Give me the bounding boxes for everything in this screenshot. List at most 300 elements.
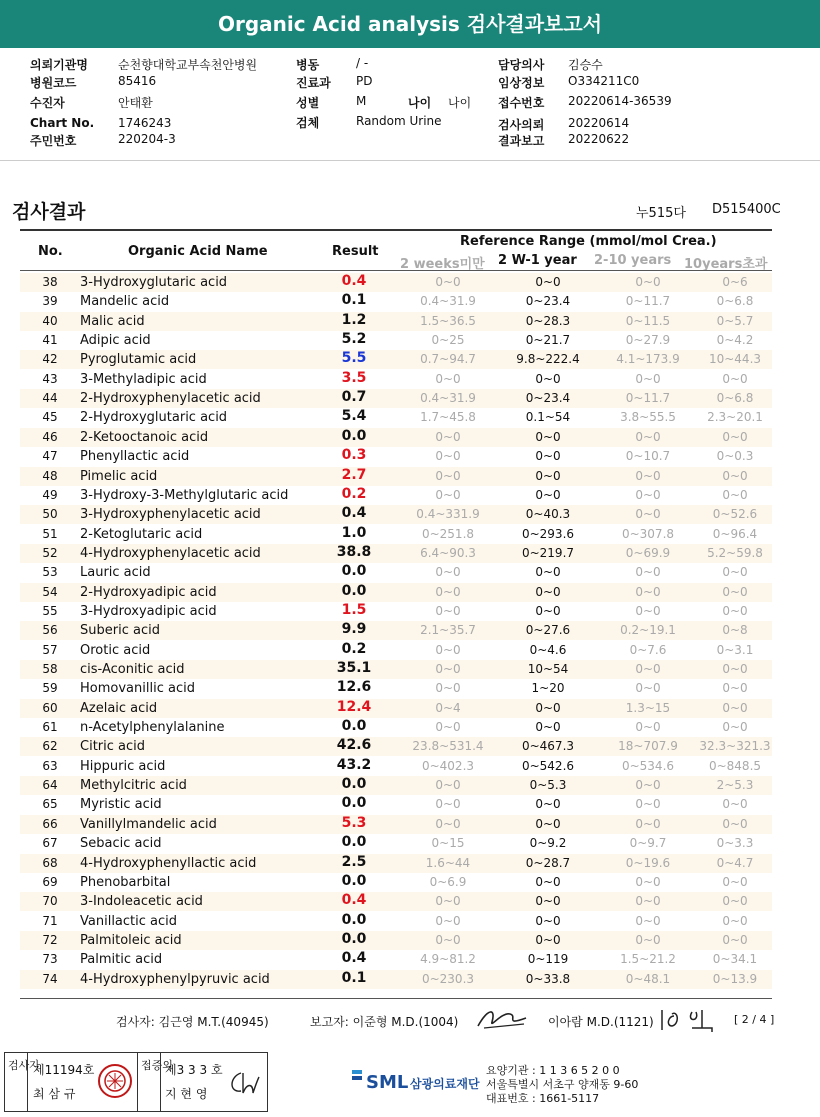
result-value: 5.4 <box>341 408 367 425</box>
ref-range-1y: 0~0 <box>535 487 561 502</box>
table-bottom-rule <box>20 998 772 999</box>
info-value: 1746243 <box>118 116 172 130</box>
ref-range-10y: 0~0 <box>635 932 661 947</box>
header-no: No. <box>38 244 63 259</box>
row-number: 42 <box>42 352 58 367</box>
ref-range-10y: 0~0 <box>635 894 661 909</box>
ref-range-2w: 0~0 <box>435 720 461 735</box>
ref-range-adult: 0~0 <box>722 932 748 947</box>
acid-name: Phenobarbital <box>80 874 171 890</box>
table-row <box>20 312 772 331</box>
result-value: 0.2 <box>341 640 367 657</box>
ref-range-10y: 0~9.7 <box>629 836 667 851</box>
doctor2-signature: 이아람 M.D.(1121) <box>548 1015 654 1029</box>
row-number: 38 <box>42 275 58 289</box>
info-value: O334211C0 <box>568 74 640 88</box>
acid-name: Pyroglutamic acid <box>80 352 197 368</box>
table-row <box>20 950 772 969</box>
acid-name: 3-Hydroxy-3-Methylglutaric acid <box>80 487 289 503</box>
ref-range-adult: 0~4.2 <box>716 333 754 348</box>
acid-name: 3-Hydroxyphenylacetic acid <box>80 507 261 523</box>
row-number: 48 <box>42 468 58 483</box>
row-number: 59 <box>42 681 58 696</box>
ref-range-2w: 0~0 <box>435 681 461 696</box>
handwritten-signature-2 <box>656 1004 726 1034</box>
result-value: 5.5 <box>341 350 367 367</box>
row-number: 69 <box>42 874 58 889</box>
table-row <box>20 525 772 544</box>
row-number: 46 <box>42 429 58 444</box>
ref-range-adult: 0~0 <box>722 894 748 909</box>
ref-range-adult: 0~0 <box>722 662 748 676</box>
row-number: 49 <box>42 487 58 502</box>
ref-range-2w: 0.7~94.7 <box>420 352 476 367</box>
result-value: 0.0 <box>341 834 367 851</box>
table-row <box>20 602 772 621</box>
table-row <box>20 408 772 427</box>
table-row <box>20 292 772 311</box>
ref-range-1y: 0~0 <box>535 275 561 289</box>
row-number: 61 <box>42 720 58 735</box>
info-label: 검체 <box>296 116 320 130</box>
info-label: 의뢰기관명 <box>30 58 88 72</box>
row-number: 52 <box>42 545 58 560</box>
ref-range-1y: 0~23.4 <box>525 294 571 309</box>
ref-range-adult: 0~3.3 <box>716 836 754 851</box>
result-value: 0.0 <box>341 795 367 812</box>
ref-range-2w: 0~0 <box>435 468 461 483</box>
ref-range-adult: 0~0 <box>722 429 748 444</box>
ref-range-2w: 0.4~31.9 <box>420 294 476 309</box>
ref-range-2w: 0~0 <box>435 584 461 599</box>
acid-name: Phenyllactic acid <box>80 449 190 465</box>
result-value: 0.4 <box>341 273 367 289</box>
row-number: 43 <box>42 371 58 386</box>
ref-range-2w: 0~0 <box>435 429 461 444</box>
result-value: 0.2 <box>341 485 367 502</box>
result-value: 0.4 <box>341 892 367 909</box>
row-number: 40 <box>42 313 58 328</box>
ref-range-2w: 0~0 <box>435 371 461 386</box>
cert-label-2: 접증의 <box>141 1059 173 1072</box>
org-address: 서울특별시 서초구 양재동 9-60 <box>486 1078 639 1091</box>
acid-name: 4-Hydroxyphenyllactic acid <box>80 855 257 871</box>
acid-name: Methylcitric acid <box>80 778 187 794</box>
row-number: 74 <box>42 971 58 986</box>
row-number: 50 <box>42 507 58 522</box>
acid-name: Palmitoleic acid <box>80 932 182 948</box>
table-row <box>20 873 772 892</box>
ref-range-adult: 0~8 <box>722 623 748 638</box>
result-value: 0.0 <box>341 427 367 444</box>
result-value: 38.8 <box>336 543 372 560</box>
cert-number-1: 제11194호 <box>33 1063 95 1077</box>
result-value: 0.0 <box>341 930 367 947</box>
table-row <box>20 718 772 737</box>
tester-signature: 검사자: 김근영 M.T.(40945) <box>116 1015 269 1029</box>
ref-range-1y: 0~40.3 <box>525 507 571 522</box>
ref-range-10y: 0~69.9 <box>625 545 671 560</box>
acid-name: 2-Hydroxyphenylacetic acid <box>80 391 261 407</box>
acid-name: 3-Hydroxyadipic acid <box>80 603 217 619</box>
row-number: 67 <box>42 836 58 851</box>
acid-name: Vanillylmandelic acid <box>80 816 217 832</box>
ref-range-10y: 0~11.7 <box>625 391 671 406</box>
table-row <box>20 621 772 640</box>
ref-range-10y: 0~0 <box>635 487 661 502</box>
ref-range-adult: 0~0 <box>722 720 748 735</box>
info-label: 병동 <box>296 58 320 72</box>
table-row <box>20 699 772 718</box>
info-value: 순천향대학교부속천안병원 <box>118 58 258 72</box>
acid-name: 2-Hydroxyglutaric acid <box>80 410 228 426</box>
ref-range-10y: 0~27.9 <box>625 333 671 348</box>
ref-range-10y: 1.5~21.2 <box>620 952 676 967</box>
ref-range-1y: 0~0 <box>535 894 561 909</box>
header-age-4: 10years초과 <box>684 257 768 272</box>
acid-name: n-Acetylphenylalanine <box>80 720 225 736</box>
info-label: 검사의뢰 <box>498 118 545 132</box>
ref-range-adult: 0~4.7 <box>716 855 754 870</box>
ref-range-adult: 0~5.7 <box>716 313 754 328</box>
result-value: 3.5 <box>341 369 367 386</box>
row-number: 63 <box>42 758 58 773</box>
info-divider <box>0 160 820 161</box>
acid-name: Malic acid <box>80 313 145 329</box>
ref-range-10y: 0.2~19.1 <box>620 623 676 638</box>
table-row <box>20 757 772 776</box>
ref-range-adult: 0~13.9 <box>712 971 758 986</box>
ref-range-adult: 0~0.3 <box>716 449 754 464</box>
section-code-1: 누515다 <box>636 206 686 221</box>
result-value: 5.3 <box>341 814 367 831</box>
ref-range-2w: 0~0 <box>435 797 461 812</box>
table-row <box>20 737 772 756</box>
info-value: 20220614-36539 <box>568 94 672 108</box>
handwritten-signature-1 <box>474 1004 534 1032</box>
result-value: 42.6 <box>336 737 372 754</box>
ref-range-adult: 0~0 <box>722 797 748 812</box>
row-number: 56 <box>42 623 58 638</box>
table-row <box>20 854 772 873</box>
ref-range-1y: 0~0 <box>535 468 561 483</box>
ref-range-10y: 0~0 <box>635 603 661 618</box>
ref-range-2w: 0~0 <box>435 778 461 793</box>
ref-range-2w: 0~0 <box>435 932 461 947</box>
info-label: 진료과 <box>296 76 331 90</box>
info-value: Random Urine <box>356 114 442 128</box>
ref-range-adult: 0~6.8 <box>716 391 754 406</box>
ref-range-2w: 0.4~331.9 <box>416 507 480 522</box>
header-age-3: 2-10 years <box>594 253 672 268</box>
ref-range-2w: 0~25 <box>431 333 465 348</box>
ref-range-1y: 0~4.6 <box>529 642 567 657</box>
ref-range-1y: 0~27.6 <box>525 623 571 638</box>
row-number: 73 <box>42 952 58 967</box>
row-number: 71 <box>42 913 58 928</box>
ref-range-1y: 0~0 <box>535 913 561 928</box>
ref-range-adult: 0~0 <box>722 603 748 618</box>
ref-range-10y: 0~0 <box>635 468 661 483</box>
ref-range-1y: 9.8~222.4 <box>516 352 580 367</box>
ref-range-1y: 10~54 <box>527 662 569 676</box>
ref-range-1y: 0~0 <box>535 700 561 715</box>
acid-name: 3-Methyladipic acid <box>80 371 207 387</box>
ref-range-1y: 0~0 <box>535 816 561 831</box>
acid-name: cis-Aconitic acid <box>80 662 185 677</box>
ref-range-10y: 0~0 <box>635 778 661 793</box>
ref-range-2w: 1.6~44 <box>425 855 471 870</box>
age-label: 나이 <box>408 96 432 110</box>
row-number: 55 <box>42 603 58 618</box>
row-number: 53 <box>42 565 58 580</box>
header-ref: Reference Range (mmol/mol Crea.) <box>460 234 717 249</box>
ref-range-2w: 0.4~31.9 <box>420 391 476 406</box>
result-value: 0.3 <box>341 447 367 464</box>
info-label: 병원코드 <box>30 76 77 90</box>
ref-range-10y: 18~707.9 <box>618 739 678 754</box>
acid-name: Vanillactic acid <box>80 913 178 929</box>
result-value: 5.2 <box>341 331 367 348</box>
ref-range-adult: 2.3~20.1 <box>707 410 763 425</box>
row-number: 47 <box>42 449 58 464</box>
sml-logo: SML <box>366 1072 409 1093</box>
ref-range-10y: 0~48.1 <box>625 971 671 986</box>
ref-range-10y: 0~307.8 <box>621 526 675 541</box>
table-row <box>20 505 772 524</box>
seal-icon <box>97 1063 133 1099</box>
info-label: 성별 <box>296 96 320 110</box>
result-value: 0.1 <box>341 292 367 309</box>
table-row <box>20 834 772 853</box>
acid-name: Citric acid <box>80 739 145 755</box>
result-value: 0.4 <box>341 505 367 522</box>
ref-range-10y: 0~0 <box>635 429 661 444</box>
reporter-signature: 보고자: 이준형 M.D.(1004) <box>310 1015 459 1029</box>
ref-range-1y: 0~23.4 <box>525 391 571 406</box>
ref-range-adult: 0~52.6 <box>712 507 758 522</box>
result-value: 43.2 <box>336 756 372 773</box>
ref-range-1y: 0~0 <box>535 932 561 947</box>
ref-range-1y: 0~119 <box>527 952 569 967</box>
result-value: 9.9 <box>341 621 367 638</box>
table-row <box>20 273 772 292</box>
ref-range-1y: 0~293.6 <box>521 526 575 541</box>
ref-range-adult: 32.3~321.3 <box>699 739 771 754</box>
row-number: 60 <box>42 700 58 715</box>
row-number: 39 <box>42 294 58 309</box>
ref-range-1y: 0~0 <box>535 603 561 618</box>
section-code-2: D515400C <box>712 202 781 217</box>
info-row-col3-1 <box>0 74 820 92</box>
table-row <box>20 583 772 602</box>
table-row <box>20 486 772 505</box>
info-row-col3-0 <box>0 56 820 74</box>
table-row <box>20 370 772 389</box>
row-number: 70 <box>42 894 58 909</box>
ref-range-1y: 0~28.3 <box>525 313 571 328</box>
age-value: 나이 <box>448 96 472 110</box>
ref-range-adult: 0~848.5 <box>708 758 762 773</box>
info-value: PD <box>356 74 373 88</box>
info-label: 임상정보 <box>498 76 545 90</box>
result-value: 0.7 <box>341 389 367 406</box>
table-row <box>20 467 772 486</box>
table-row <box>20 679 772 698</box>
ref-range-adult: 10~44.3 <box>708 352 762 367</box>
table-row <box>20 815 772 834</box>
certification-box <box>4 1052 268 1112</box>
ref-range-2w: 0~0 <box>435 642 461 657</box>
result-value: 0.0 <box>341 776 367 793</box>
ref-range-1y: 0~0 <box>535 429 561 444</box>
info-label: 결과보고 <box>498 134 545 148</box>
row-number: 51 <box>42 526 58 541</box>
row-number: 45 <box>42 410 58 425</box>
result-value: 0.0 <box>341 563 367 580</box>
ref-range-adult: 5.2~59.8 <box>707 545 763 560</box>
info-row-col3-2 <box>0 94 820 112</box>
ref-range-2w: 23.8~531.4 <box>412 739 484 754</box>
table-row <box>20 544 772 563</box>
ref-range-1y: 1~20 <box>531 681 565 696</box>
row-number: 41 <box>42 333 58 348</box>
ref-range-2w: 1.7~45.8 <box>420 410 476 425</box>
ref-range-10y: 0~11.7 <box>625 294 671 309</box>
table-row <box>20 970 772 989</box>
acid-name: Pimelic acid <box>80 468 158 484</box>
acid-name: Suberic acid <box>80 623 160 639</box>
ref-range-adult: 0~34.1 <box>712 952 758 967</box>
ref-range-1y: 0~0 <box>535 874 561 889</box>
table-row <box>20 350 772 369</box>
row-number: 65 <box>42 797 58 812</box>
ref-range-1y: 0~9.2 <box>529 836 567 851</box>
ref-range-adult: 0~0 <box>722 700 748 715</box>
ref-range-2w: 1.5~36.5 <box>420 313 476 328</box>
ref-range-1y: 0~542.6 <box>521 758 575 773</box>
ref-range-2w: 0~0 <box>435 816 461 831</box>
row-number: 58 <box>42 662 58 676</box>
info-value: / - <box>356 56 369 70</box>
table-top-rule <box>20 229 772 231</box>
table-row <box>20 641 772 660</box>
ref-range-adult: 0~3.1 <box>716 642 754 657</box>
ref-range-10y: 0~19.6 <box>625 855 671 870</box>
ref-range-adult: 0~96.4 <box>712 526 758 541</box>
result-value: 0.1 <box>341 969 367 986</box>
header-age-2: 2 W-1 year <box>498 253 577 268</box>
ref-range-10y: 0~0 <box>635 816 661 831</box>
info-value: 220204-3 <box>118 132 176 146</box>
ref-range-2w: 0~6.9 <box>429 874 467 889</box>
header-result: Result <box>332 244 379 259</box>
table-row <box>20 428 772 447</box>
ref-range-adult: 0~0 <box>722 913 748 928</box>
ref-range-1y: 0~0 <box>535 449 561 464</box>
row-number: 66 <box>42 816 58 831</box>
row-number: 68 <box>42 855 58 870</box>
ref-range-2w: 0~0 <box>435 449 461 464</box>
cert-number-2: 제3 3 3 호 <box>165 1063 223 1077</box>
table-row <box>20 389 772 408</box>
ref-range-adult: 0~6.8 <box>716 294 754 309</box>
acid-name: Lauric acid <box>80 565 151 581</box>
result-value: 0.0 <box>341 718 367 735</box>
ref-range-1y: 0~0 <box>535 565 561 580</box>
acid-name: Mandelic acid <box>80 294 170 310</box>
ref-range-10y: 0~0 <box>635 874 661 889</box>
row-number: 54 <box>42 584 58 599</box>
ref-range-10y: 0~0 <box>635 584 661 599</box>
result-value: 2.5 <box>341 853 367 870</box>
table-row <box>20 892 772 911</box>
ref-range-2w: 0~0 <box>435 275 461 289</box>
report-title: Organic Acid analysis 검사결과보고서 <box>0 0 820 48</box>
acid-name: 4-Hydroxyphenylacetic acid <box>80 545 261 561</box>
section-title: 검사결과 <box>12 201 86 223</box>
table-row <box>20 660 772 679</box>
info-value: 85416 <box>118 74 157 88</box>
table-row <box>20 795 772 814</box>
acid-name: 2-Ketooctanoic acid <box>80 429 209 445</box>
ref-range-2w: 0~0 <box>435 913 461 928</box>
acid-name: Myristic acid <box>80 797 162 813</box>
ref-range-2w: 0~402.3 <box>421 758 475 773</box>
ref-range-2w: 2.1~35.7 <box>420 623 476 638</box>
acid-name: Homovanillic acid <box>80 681 195 697</box>
table-row <box>20 563 772 582</box>
ref-range-1y: 0~33.8 <box>525 971 571 986</box>
ref-range-1y: 0~5.3 <box>529 778 567 793</box>
result-value: 0.4 <box>341 950 367 967</box>
ref-range-2w: 4.9~81.2 <box>420 952 476 967</box>
ref-range-2w: 0~0 <box>435 565 461 580</box>
result-value: 35.1 <box>336 660 372 676</box>
handwritten-signature-3 <box>227 1067 261 1097</box>
ref-range-10y: 0~0 <box>635 662 661 676</box>
ref-range-1y: 0.1~54 <box>525 410 571 425</box>
result-value: 1.0 <box>341 524 367 541</box>
ref-range-1y: 0~0 <box>535 720 561 735</box>
ref-range-2w: 0~0 <box>435 894 461 909</box>
ref-range-2w: 0~15 <box>431 836 465 851</box>
org-name: 삼광의료재단 <box>410 1077 480 1091</box>
result-value: 0.0 <box>341 582 367 599</box>
ref-range-1y: 0~467.3 <box>521 739 575 754</box>
info-value: M <box>356 94 367 108</box>
ref-range-10y: 0~534.6 <box>621 758 675 773</box>
ref-range-10y: 0~0 <box>635 681 661 696</box>
ref-range-adult: 0~0 <box>722 874 748 889</box>
ref-range-adult: 2~5.3 <box>716 778 754 793</box>
table-row <box>20 447 772 466</box>
result-value: 0.0 <box>341 872 367 889</box>
ref-range-adult: 0~0 <box>722 681 748 696</box>
ref-range-10y: 0~0 <box>635 913 661 928</box>
info-value: 안태환 <box>118 96 153 110</box>
acid-name: Palmitic acid <box>80 952 163 968</box>
acid-name: 2-Ketoglutaric acid <box>80 526 203 542</box>
table-row <box>20 776 772 795</box>
ref-range-2w: 0~0 <box>435 662 461 676</box>
header-age-1: 2 weeks미만 <box>400 257 485 272</box>
acid-name: Orotic acid <box>80 642 151 658</box>
ref-range-1y: 0~0 <box>535 797 561 812</box>
result-value: 1.2 <box>341 311 367 328</box>
ref-range-2w: 0~230.3 <box>421 971 475 986</box>
org-code: 요양기관 : 1 1 3 6 5 2 0 0 <box>486 1064 620 1077</box>
